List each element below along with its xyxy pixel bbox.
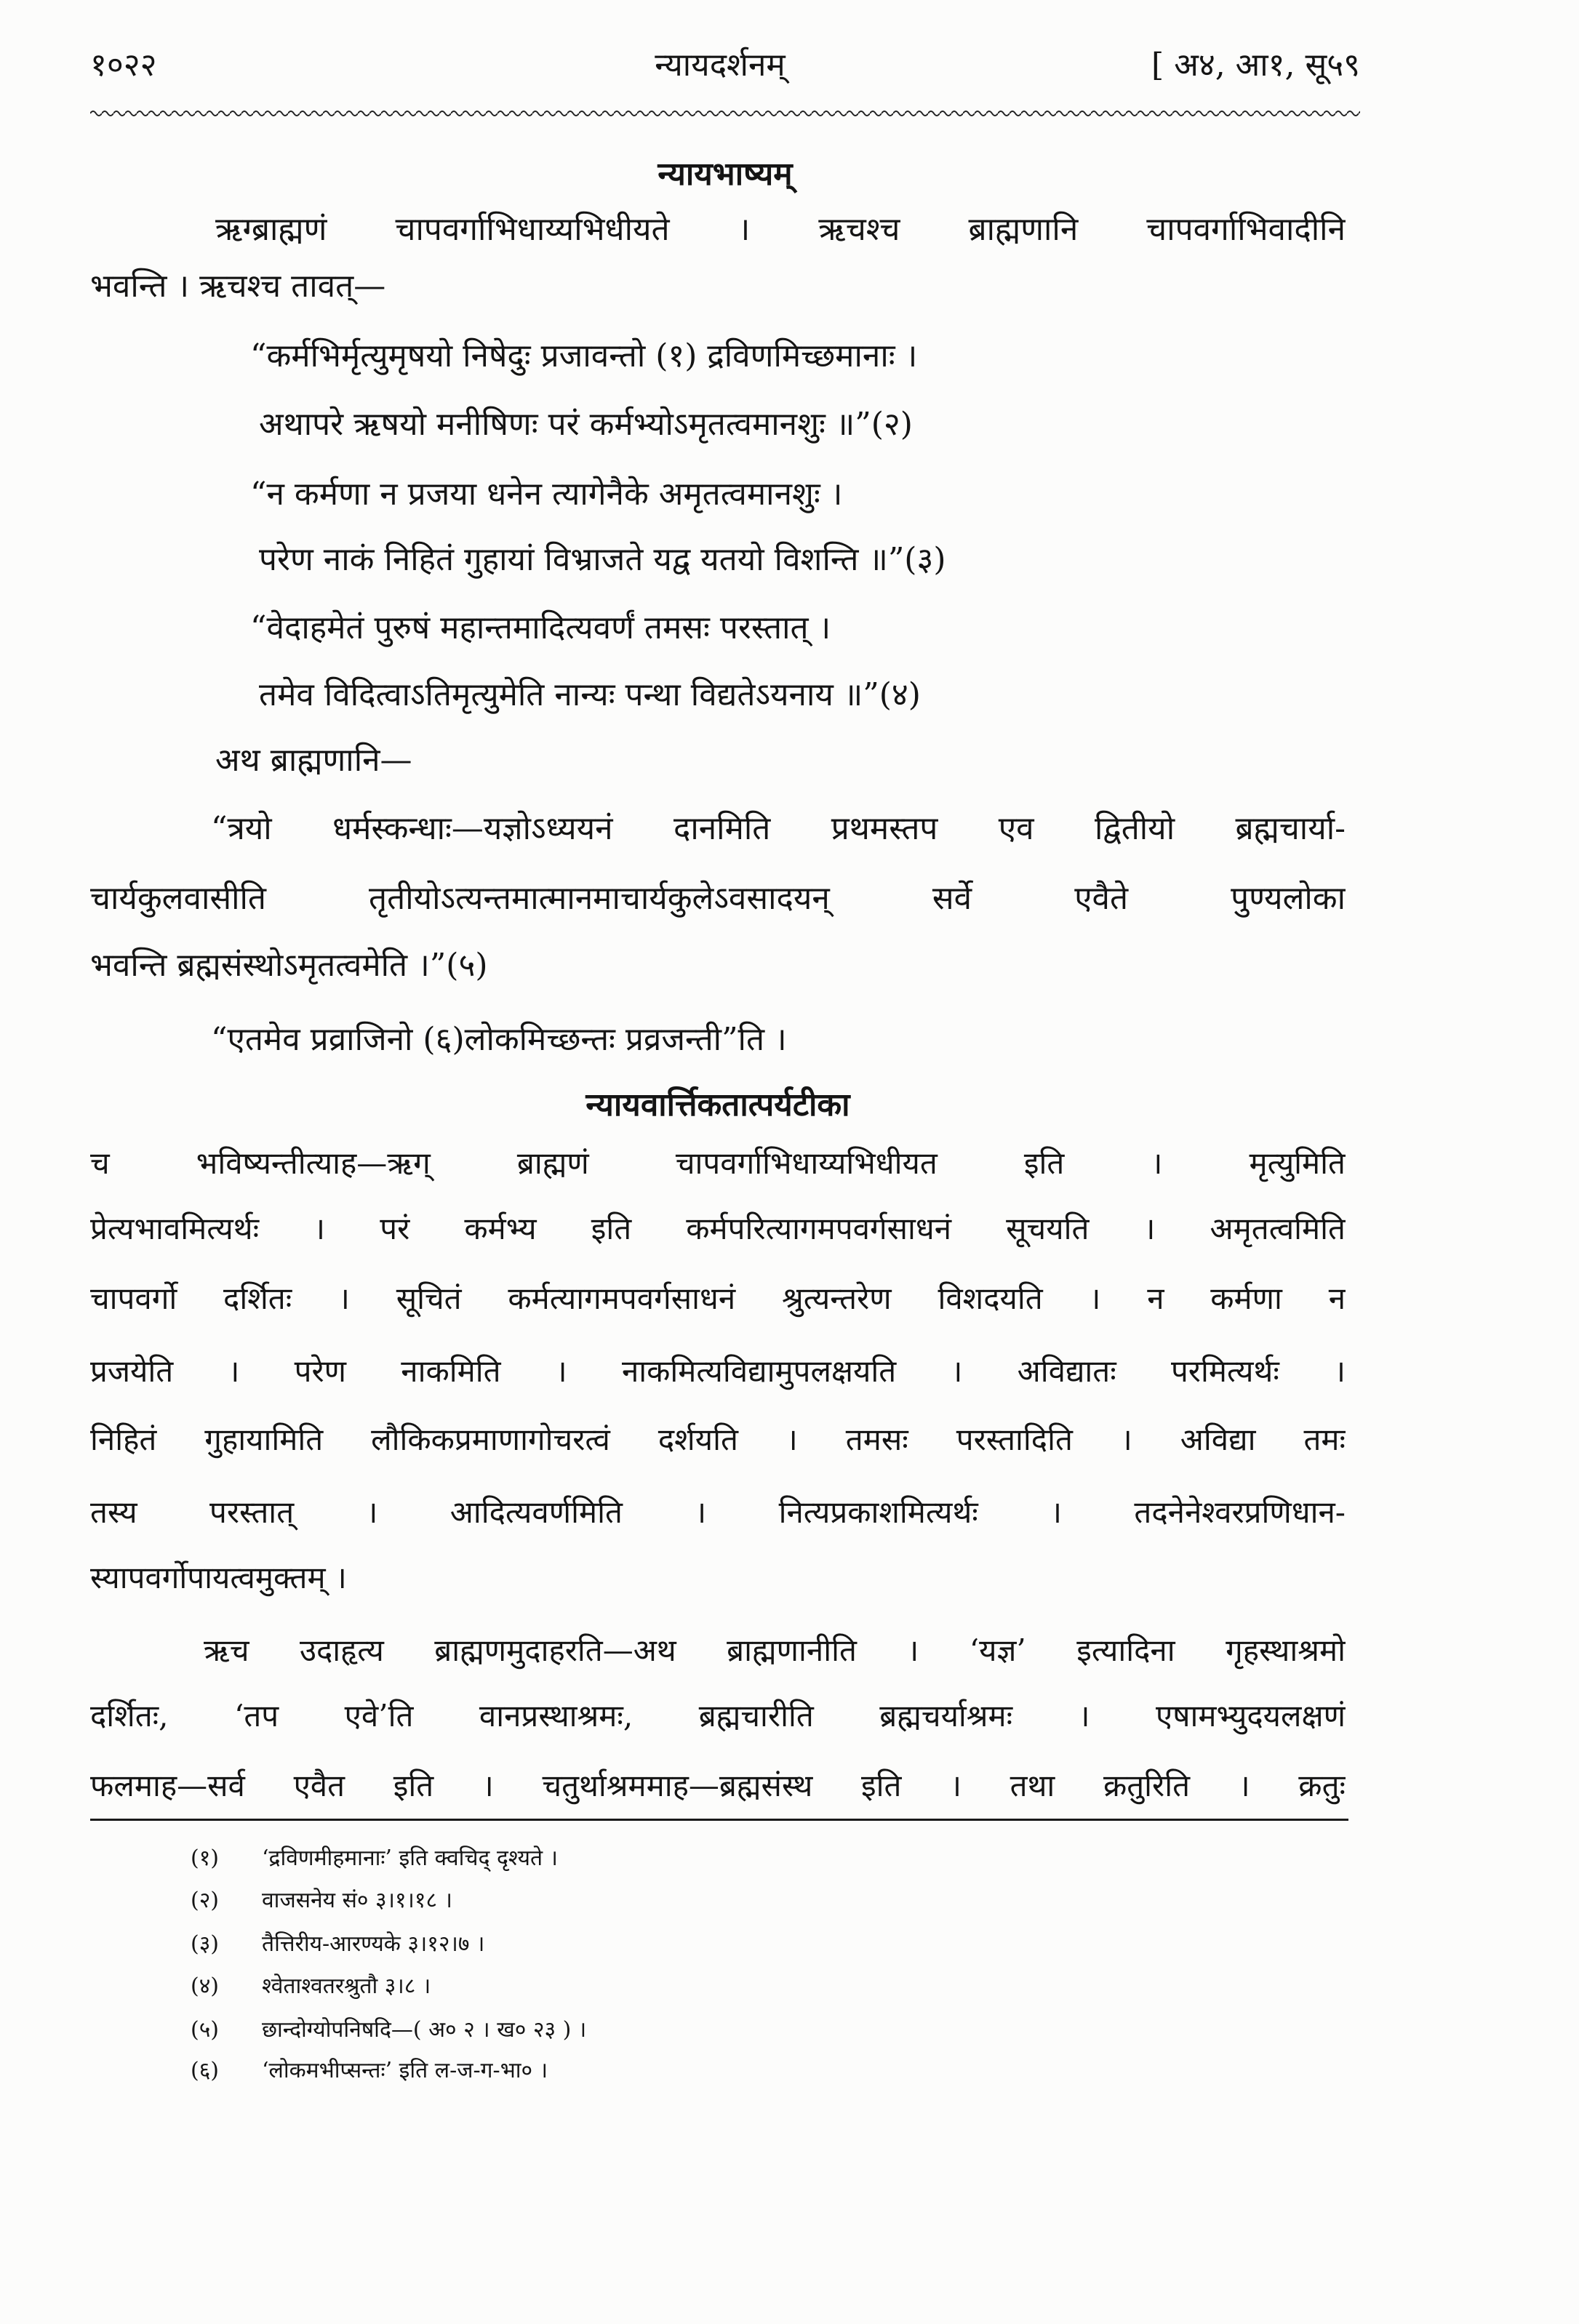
- bhashya-line: “एतमेव प्रव्राजिनो (६)लोकमिच्छन्तः प्रव्रजन्ती”ति ।: [211, 1021, 787, 1058]
- tika-line: निहितं गुहायामिति लौकिकप्रमाणागोचरत्वं दर्शयति । तमसः परस्तादिति । अविद्या तमः: [90, 1422, 1346, 1457]
- bhashya-line: “त्रयो धर्मस्कन्धाः—यज्ञोऽध्ययनं दानमिति प्रथमस्तप एव द्वितीयो ब्रह्मचार्या-: [211, 810, 1346, 847]
- verse-line: अथापरे ऋषयो मनीषिणः परं कर्मभ्योऽमृतत्वमानशुः ॥”(२): [259, 406, 913, 443]
- tika-heading: न्यायवार्त्तिकतात्पर्यटीका: [585, 1086, 850, 1123]
- footnote-marker: (५): [191, 2017, 220, 2043]
- section-reference: [ अ४, आ१, सू५९: [1151, 47, 1360, 84]
- footnote-rule: [90, 1819, 1348, 1821]
- footnote-text: तैत्तिरीय-आरण्यके ३।१२।७ ।: [262, 1931, 485, 1957]
- verse-line: “न कर्मणा न प्रजया धनेन त्यागेनैके अमृतत्वमानशुः ।: [250, 476, 843, 513]
- footnote-text: श्वेताश्वतरश्रुतौ ३।८ ।: [262, 1974, 431, 1999]
- bhashya-line: चार्यकुलवासीति तृतीयोऽत्यन्तमात्मानमाचार्यकुलेऽवसादयन् सर्वे एवैते पुण्यलोका: [90, 880, 1346, 917]
- tika-line: च भविष्यन्तीत्याह—ऋग् ब्राह्मणं चापवर्गाभिधाय्यभिधीयत इति । मृत्युमिति: [90, 1145, 1346, 1181]
- bhashya-line: भवन्ति । ऋचश्च तावत्—: [90, 268, 386, 305]
- footnote-marker: (३): [191, 1931, 220, 1957]
- tika-line: तस्य परस्तात् । आदित्यवर्णमिति । नित्यप्रकाशमित्यर्थः । तदनेनेश्वरप्रणिधान-: [90, 1494, 1346, 1530]
- tika-line: ऋच उदाहृत्य ब्राह्मणमुदाहरति—अथ ब्राह्मणानीति । ‘यज्ञ’ इत्यादिना गृहस्थाश्रमो: [204, 1632, 1346, 1668]
- header-wavy-rule: [90, 106, 1360, 121]
- tika-line: स्यापवर्गोपायत्वमुक्तम् ।: [90, 1560, 347, 1595]
- footnote-marker: (१): [191, 1846, 220, 1871]
- tika-line: प्रेत्यभावमित्यर्थः । परं कर्मभ्य इति कर्मपरित्यागमपवर्गसाधनं सूचयति । अमृतत्वमिति: [90, 1211, 1346, 1246]
- tika-line: चापवर्गो दर्शितः । सूचितं कर्मत्यागमपवर्गसाधनं श्रुत्यन्तरेण विशदयति । न कर्मणा न: [90, 1281, 1346, 1316]
- footnote-text: ‘लोकमभीप्सन्तः’ इति ल-ज-ग-भा० ।: [262, 2058, 548, 2083]
- footnote-text: छान्दोग्योपनिषदि—( अ० २ । ख० २३ ) ।: [262, 2017, 587, 2043]
- page-number: १०२२: [90, 47, 157, 84]
- verse-line: “कर्मभिर्मृत्युमृषयो निषेदुः प्रजावन्तो (१) द्रविणमिच्छमानाः ।: [250, 337, 918, 374]
- tika-line: प्रजयेति । परेण नाकमिति । नाकमित्यविद्यामुपलक्षयति । अविद्यातः परमित्यर्थः ।: [90, 1353, 1346, 1389]
- tika-line: फलमाह—सर्व एवैत इति । चतुर्थाश्रममाह—ब्रह्मसंस्थ इति । तथा क्रतुरिति । क्रतुः: [90, 1768, 1346, 1803]
- verse-line: तमेव विदित्वाऽतिमृत्युमेति नान्यः पन्था विद्यतेऽयनाय ॥”(४): [259, 676, 921, 713]
- bhashya-line: अथ ब्राह्मणानि—: [215, 742, 412, 779]
- footnote-text: ‘द्रविणमीहमानाः’ इति क्वचिद् दृश्यते ।: [262, 1846, 559, 1871]
- running-title: न्यायदर्शनम्: [655, 47, 785, 84]
- bhashya-line: भवन्ति ब्रह्मसंस्थोऽमृतत्वमेति ।”(५): [90, 947, 488, 984]
- bhashya-line: ऋग्ब्राह्मणं चापवर्गाभिधाय्यभिधीयते । ऋचश्च ब्राह्मणानि चापवर्गाभिवादीनि: [215, 211, 1346, 248]
- footnote-marker: (६): [191, 2058, 220, 2083]
- bhashya-heading: न्यायभाष्यम्: [657, 156, 793, 193]
- verse-line: परेण नाकं निहितं गुहायां विभ्राजते यद्व यतयो विशन्ति ॥”(३): [259, 541, 946, 578]
- tika-line: दर्शितः, ‘तप एवे’ति वानप्रस्थाश्रमः, ब्रह्मचारीति ब्रह्मचर्याश्रमः । एषामभ्युदयलक्षणं: [90, 1698, 1346, 1734]
- verse-line: “वेदाहमेतं पुरुषं महान्तमादित्यवर्णं तमसः परस्तात् ।: [250, 609, 831, 646]
- footnote-text: वाजसनेय सं० ३।१।१८ ।: [262, 1888, 453, 1913]
- footnote-marker: (४): [191, 1974, 220, 1999]
- footnote-marker: (२): [191, 1888, 220, 1913]
